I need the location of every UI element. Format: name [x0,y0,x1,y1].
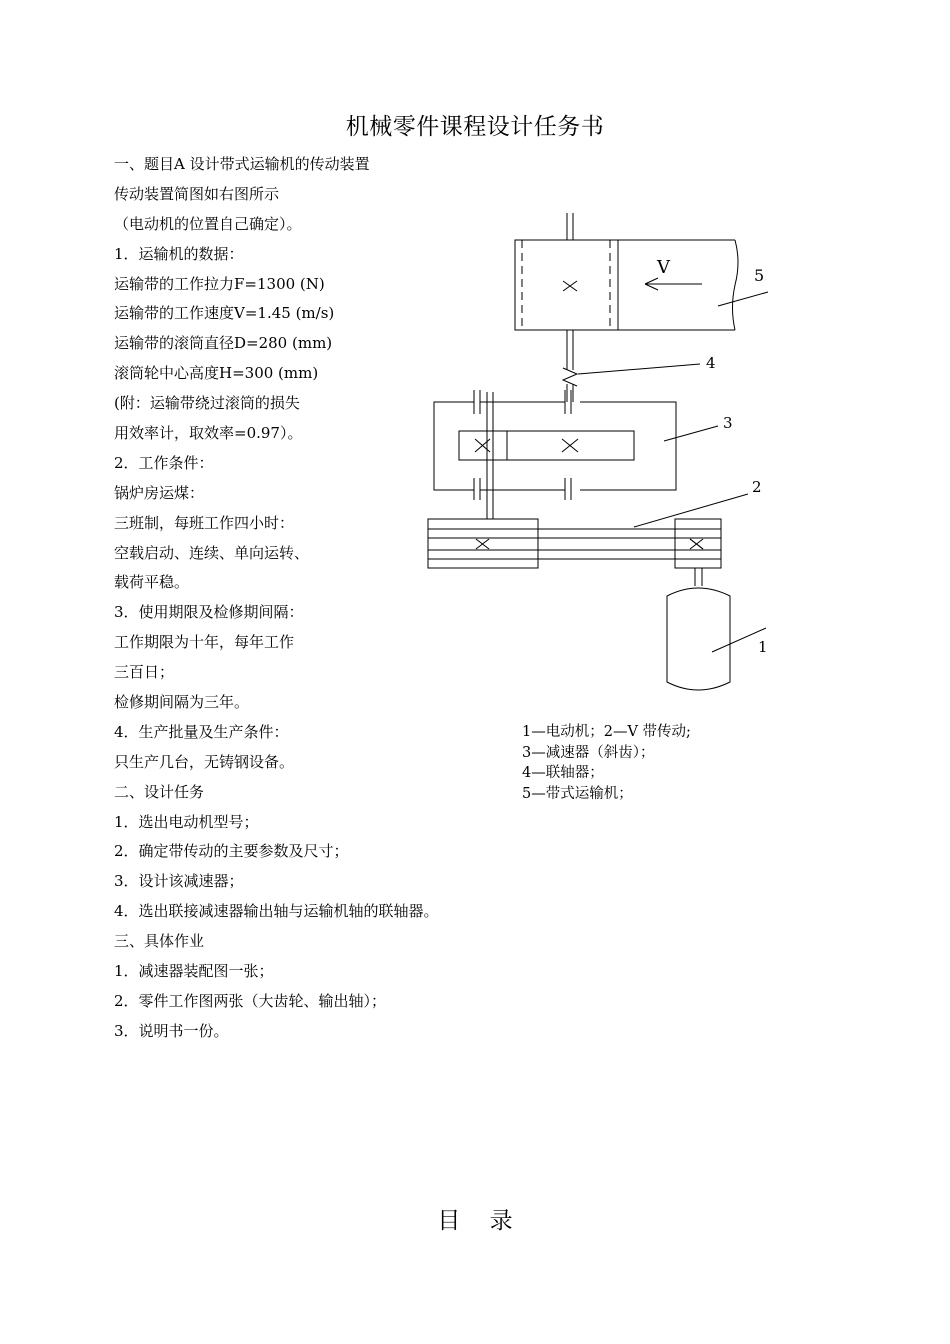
text-line: 三班制，每班工作四小时： [114,513,295,532]
text-line: 3．设计该减速器； [114,872,244,891]
text-line: 运输带的工作拉力F=1300 (N) [114,274,325,293]
diagram-legend [522,722,691,804]
toc-heading: 目 录 [437,1208,513,1234]
text-line: 载荷平稳。 [114,573,190,592]
leader-line-3 [664,426,718,441]
coupling [563,342,577,392]
legend-item: 5—带式运输机； [522,785,633,802]
task-text [114,150,439,1047]
text-line: 工作期限为十年，每年工作 [114,633,295,652]
callout-4: 4 [706,354,716,372]
text-line: 运输带的滚筒直径D=280 (mm) [114,334,333,353]
text-line: 三百日； [114,663,175,682]
text-line: 2．工作条件： [114,453,214,472]
text-line: 1．运输机的数据： [114,244,244,263]
text-line: 空载启动、连续、单向运转、 [114,543,310,562]
text-line: 2．零件工作图两张（大齿轮、输出轴）； [114,991,387,1010]
legend-item: 3—减速器（斜齿）； [522,744,655,761]
legend-item: 1—电动机；2—V 带传动; [522,724,691,740]
callout-3: 3 [723,414,733,432]
text-line: 滚筒轮中心高度H=300 (mm) [114,364,319,383]
text-line: 4．选出联接减速器输出轴与运输机轴的联轴器。 [114,902,439,921]
callout-2: 2 [752,478,762,496]
text-line: 三、具体作业 [114,932,205,951]
text-line: 3．说明书一份。 [114,1021,229,1040]
text-line: 4．生产批量及生产条件： [114,722,289,741]
leader-line-2 [634,494,748,527]
text-line: 1．选出电动机型号； [114,812,259,831]
text-line: 3．使用期限及检修期间隔： [114,603,304,622]
v-belt-drive [428,519,721,568]
leader-line-5 [718,292,768,306]
text-line: 检修期间隔为三年。 [114,693,250,712]
velocity-arrow [645,257,702,290]
callout-1: 1 [758,638,768,656]
text-line: 锅炉房运煤： [114,483,205,502]
belt-conveyor [515,213,738,342]
text-line: 用效率计，取效率=0.97）。 [114,424,303,443]
leader-line-4 [578,364,700,374]
document-title: 机械零件课程设计任务书 [345,114,605,140]
transmission-schematic [420,205,780,705]
legend-item: 4—联轴器； [522,765,604,781]
reducer [434,390,676,519]
velocity-label: V [657,257,670,278]
text-line: 运输带的工作速度V=1.45 (m/s) [114,304,335,323]
text-line: 传动装置简图如右图所示 [114,184,280,203]
text-line: （电动机的位置自己确定）。 [114,214,302,233]
text-line: 2．确定带传动的主要参数及尺寸； [114,842,349,861]
text-line: (附：运输带绕过滚筒的损失 [114,394,300,413]
text-line: 二、设计任务 [114,782,205,801]
callout-5: 5 [754,266,765,285]
text-line: 一、题目A 设计带式运输机的传动装置 [114,155,370,173]
electric-motor [667,568,730,690]
text-line: 只生产几台，无铸钢设备。 [114,752,295,771]
text-line: 1．减速器装配图一张； [114,962,274,981]
